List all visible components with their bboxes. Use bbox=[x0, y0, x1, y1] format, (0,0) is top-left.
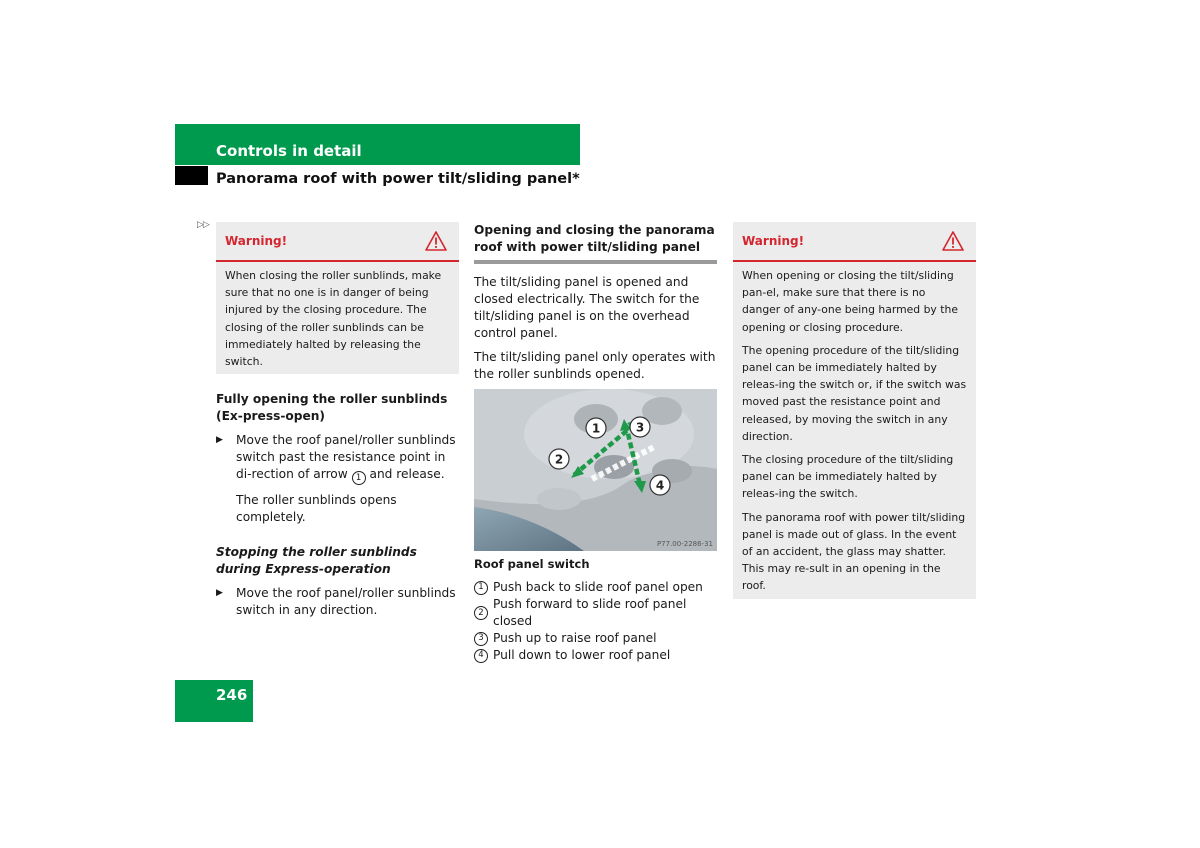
body-paragraph: The tilt/sliding panel is opened and closed electrically. The switch for the tilt/sliding panel is on the overhead control panel. bbox=[474, 275, 700, 340]
photo-label-2: 2 bbox=[554, 452, 564, 467]
warning-box-2 bbox=[733, 222, 976, 599]
column-2 bbox=[474, 222, 717, 664]
instruction-bullet bbox=[216, 585, 459, 619]
warning-header bbox=[216, 222, 459, 262]
page-subtitle: Panorama roof with power tilt/sliding panel* bbox=[216, 171, 580, 187]
column-3 bbox=[733, 222, 976, 599]
photo-illustration bbox=[474, 389, 717, 551]
photo-label-3: 3 bbox=[635, 420, 645, 435]
warning-triangle-icon bbox=[425, 231, 447, 251]
legend-list bbox=[474, 579, 717, 664]
instruction-bullet bbox=[216, 432, 459, 485]
page-number: 246 bbox=[216, 686, 248, 704]
legend-number: 4 bbox=[474, 649, 488, 663]
photo-label-4: 4 bbox=[655, 478, 665, 493]
body-paragraph: The tilt/sliding panel only operates with the roller sunblinds opened. bbox=[474, 350, 716, 381]
legend-item bbox=[474, 579, 717, 596]
photo-code: P77.00-2286-31 bbox=[656, 540, 713, 548]
subsection-heading: Stopping the roller sunblinds during Express-operation bbox=[216, 545, 417, 577]
column-1 bbox=[216, 222, 459, 619]
legend-text: Push forward to slide roof panel closed bbox=[493, 597, 687, 628]
legend-item bbox=[474, 647, 717, 664]
instruction-text: Move the roof panel/roller sunblinds switch past the resistance point in di-rection of arrow 1 and release. bbox=[236, 432, 459, 485]
warning-paragraph: The opening procedure of the tilt/sliding panel can be immediately halted by releas-ing the switch or, if the switch was moved past the resistance point and released, by moving the switch in any direction. bbox=[742, 343, 967, 443]
legend-number: 3 bbox=[474, 632, 488, 646]
continued-marker: ▷▷ bbox=[197, 220, 209, 230]
legend-text: Push back to slide roof panel open bbox=[493, 580, 703, 594]
legend-number: 1 bbox=[474, 581, 488, 595]
warning-header bbox=[733, 222, 976, 262]
photo-label-1: 1 bbox=[591, 421, 601, 436]
warning-paragraph: The closing procedure of the tilt/sliding panel can be immediately halted by releas-ing the switch. bbox=[742, 453, 954, 501]
legend-text: Push up to raise roof panel bbox=[493, 631, 657, 645]
warning-paragraph: When opening or closing the tilt/sliding pan-el, make sure that there is no danger of any-one being harmed by the opening or closing procedure. bbox=[742, 269, 958, 334]
legend-item bbox=[474, 630, 717, 647]
section-marker bbox=[175, 166, 208, 185]
warning-box-1 bbox=[216, 222, 459, 374]
section-heading: Opening and closing the panorama roof with power tilt/sliding panel bbox=[474, 223, 715, 254]
warning-paragraph: The panorama roof with power tilt/sliding panel is made out of glass. In the event of an accident, the glass may shatter. This may re-sult in an opening in the roof. bbox=[742, 510, 966, 593]
arrow-number-1: 1 bbox=[352, 471, 366, 485]
warning-triangle-icon bbox=[942, 231, 964, 251]
warning-label: Warning! bbox=[742, 234, 805, 248]
warning-label: Warning! bbox=[225, 234, 288, 248]
result-text: The roller sunblinds opens completely. bbox=[236, 493, 397, 525]
bullet-arrow-icon: ▶ bbox=[216, 588, 223, 599]
roof-switch-photo bbox=[474, 389, 717, 551]
section-heading: Fully opening the roller sunblinds (Ex-press-open) bbox=[216, 392, 448, 424]
warning-text: When closing the roller sunblinds, make sure that no one is in danger of being injured by the closing procedure. The closing of the roller sunblinds can be immediately halted by releasing the switch. bbox=[225, 269, 442, 369]
legend-item bbox=[474, 596, 717, 630]
legend-text: Pull down to lower roof panel bbox=[493, 648, 671, 662]
bullet-arrow-icon: ▶ bbox=[216, 435, 223, 446]
instruction-text: Move the roof panel/roller sunblinds switch in any direction. bbox=[236, 586, 456, 618]
section-title: Controls in detail bbox=[216, 142, 362, 160]
legend-number: 2 bbox=[474, 606, 488, 620]
photo-caption-title: Roof panel switch bbox=[474, 557, 590, 571]
